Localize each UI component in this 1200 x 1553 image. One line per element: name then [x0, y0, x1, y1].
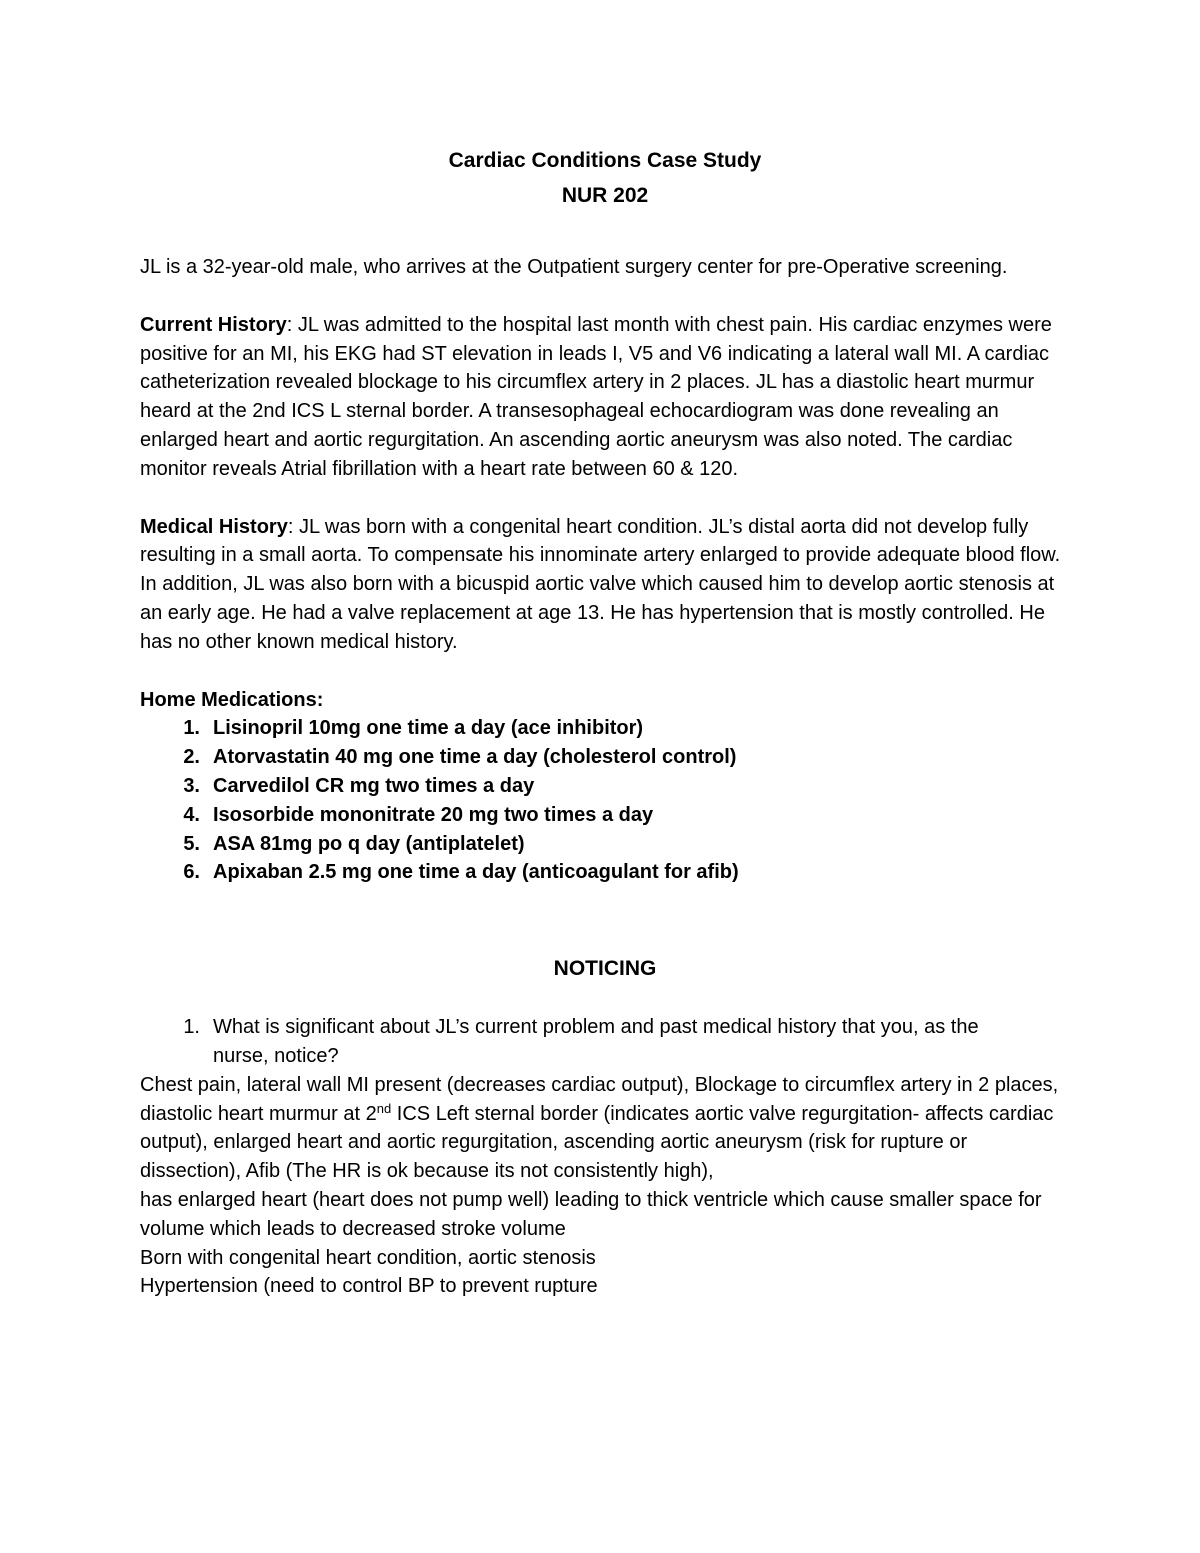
list-item-text: Apixaban 2.5 mg one time a day (anticoagulant for afib) [213, 861, 739, 884]
document-content [140, 143, 1070, 1301]
list-item [140, 801, 1070, 830]
list-item [140, 743, 1070, 772]
answer-superscript: nd [376, 1100, 392, 1116]
medical-history-paragraph [140, 513, 1070, 657]
list-item-number: 3. [183, 774, 200, 797]
answer-paragraph [140, 1071, 1070, 1186]
list-item-number: 2. [183, 746, 200, 769]
answer-line-4: Hypertension (need to control BP to prevent rupture [140, 1275, 598, 1298]
home-medications-list [140, 714, 1070, 887]
list-item-text: Carvedilol CR mg two times a day [213, 774, 535, 797]
noticing-question-list [140, 1013, 1070, 1071]
list-item-number: 5. [183, 832, 200, 855]
answer-text-part1: Chest pain, lateral wall MI present (decreases cardiac output), Blockage to circumflex artery in 2 places, diastolic heart murmur at 2 [140, 1073, 1059, 1125]
list-item [140, 714, 1070, 743]
current-history-label: Current History [140, 313, 287, 336]
question-text: What is significant about JL’s current problem and past medical history that you, as the nurse, notice? [213, 1016, 979, 1067]
current-history-paragraph [140, 311, 1070, 484]
list-item [140, 858, 1070, 887]
list-item-text: Atorvastatin 40 mg one time a day (cholesterol control) [213, 746, 737, 769]
medical-history-label: Medical History [140, 515, 288, 538]
document-title: Cardiac Conditions Case Study [448, 149, 762, 172]
list-item [140, 830, 1070, 859]
list-item [140, 1013, 1070, 1071]
noticing-heading: NOTICING [553, 957, 657, 981]
answer-text-part2: ICS Left sternal border (indicates aortic valve regurgitation- affects cardiac output), enlarged heart and aortic regurgitation, ascending aortic aneurysm (risk for rupture or dissection), Afib (The HR is ok because its not consistently high), [140, 1102, 1054, 1183]
home-medications-label: Home Medications: [140, 688, 324, 711]
list-item-number: 1. [183, 717, 200, 740]
list-item [140, 772, 1070, 801]
intro-paragraph: JL is a 32-year-old male, who arrives at the Outpatient surgery center for pre-Operative screening. [140, 256, 1008, 278]
list-item-text: ASA 81mg po q day (antiplatelet) [213, 832, 525, 855]
list-item-number: 6. [183, 861, 200, 884]
course-code: NUR 202 [561, 184, 649, 207]
list-item-text: Isosorbide mononitrate 20 mg two times a day [213, 803, 654, 826]
list-item-number: 4. [183, 803, 200, 826]
question-number: 1. [183, 1016, 200, 1039]
current-history-text: : JL was admitted to the hospital last month with chest pain. His cardiac enzymes were positive for an MI, his EKG had ST elevation in leads I, V5 and V6 indicating a lateral wall MI. A cardiac catheterization revealed blockage to his circumflex artery in 2 places. JL has a diastolic heart murmur heard at the 2nd ICS L sternal border. A transesophageal echocardiogram was done revealing an enlarged heart and aortic regurgitation. An ascending aortic aneurysm was also noted. The cardiac monitor reveals Atrial fibrillation with a heart rate between 60 & 120. [140, 313, 1052, 480]
answer-line-2: has enlarged heart (heart does not pump well) leading to thick ventricle which cause smaller space for volume which leads to decreased stroke volume [140, 1188, 1042, 1240]
list-item-text: Lisinopril 10mg one time a day (ace inhibitor) [213, 717, 644, 740]
answer-line-3: Born with congenital heart condition, aortic stenosis [140, 1246, 596, 1269]
medical-history-text: : JL was born with a congenital heart condition. JL’s distal aorta did not develop fully resulting in a small aorta. To compensate his innominate artery enlarged to provide adequate blood flow. In addition, JL was also born with a bicuspid aortic valve which caused him to develop aortic stenosis at an early age. He had a valve replacement at age 13. He has hypertension that is mostly controlled. He has no other known medical history. [140, 515, 1061, 653]
